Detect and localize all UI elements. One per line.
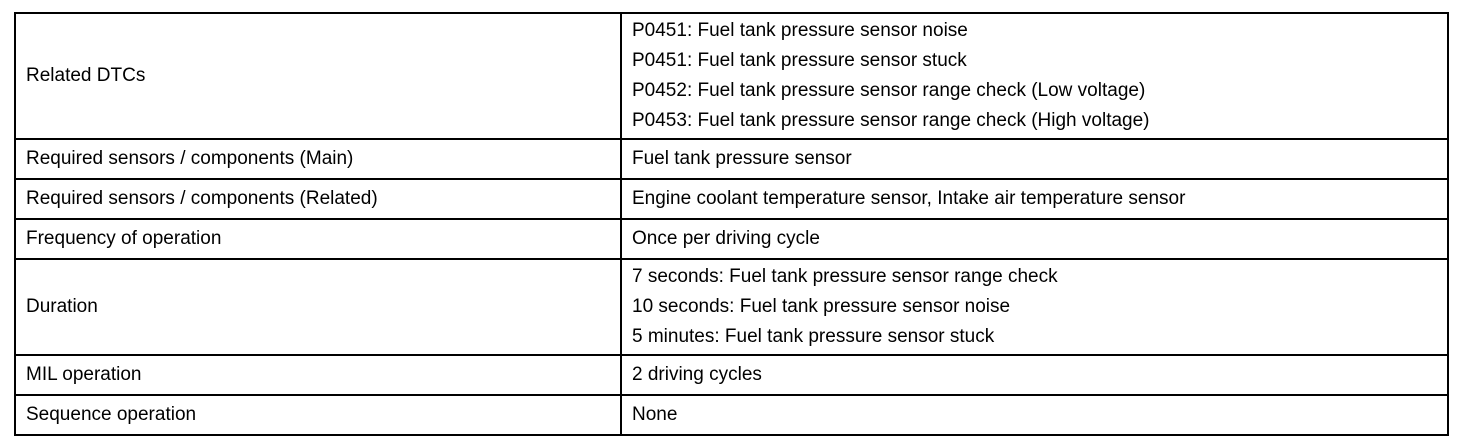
- table-row: [15, 259, 1448, 355]
- row-label: Required sensors / components (Main): [15, 139, 621, 179]
- value-line: Fuel tank pressure sensor: [632, 148, 852, 169]
- row-value: [621, 219, 1448, 259]
- value-line: 5 minutes: Fuel tank pressure sensor stuck: [632, 326, 995, 347]
- row-value: [621, 13, 1448, 139]
- value-line: P0452: Fuel tank pressure sensor range check (Low voltage): [632, 80, 1146, 101]
- monitor-spec-table: [14, 12, 1449, 436]
- row-label: Related DTCs: [15, 13, 621, 139]
- value-line: P0451: Fuel tank pressure sensor noise: [632, 20, 968, 41]
- row-label: Sequence operation: [15, 395, 621, 435]
- table-row: [15, 219, 1448, 259]
- value-line: P0451: Fuel tank pressure sensor stuck: [632, 50, 967, 71]
- table-row: [15, 139, 1448, 179]
- table-row: [15, 355, 1448, 395]
- row-value: [621, 179, 1448, 219]
- row-label: MIL operation: [15, 355, 621, 395]
- row-value: [621, 259, 1448, 355]
- row-label: Duration: [15, 259, 621, 355]
- table-row: [15, 13, 1448, 139]
- value-line: None: [632, 404, 678, 425]
- row-label: Required sensors / components (Related): [15, 179, 621, 219]
- row-value: [621, 139, 1448, 179]
- value-line: P0453: Fuel tank pressure sensor range check (High voltage): [632, 110, 1150, 131]
- value-line: Once per driving cycle: [632, 228, 820, 249]
- value-line: 2 driving cycles: [632, 364, 762, 385]
- value-line: 7 seconds: Fuel tank pressure sensor range check: [632, 266, 1058, 287]
- value-line: Engine coolant temperature sensor, Intake air temperature sensor: [632, 188, 1186, 209]
- row-label: Frequency of operation: [15, 219, 621, 259]
- row-value: [621, 395, 1448, 435]
- value-line: 10 seconds: Fuel tank pressure sensor noise: [632, 296, 1011, 317]
- row-value: [621, 355, 1448, 395]
- table-row: [15, 395, 1448, 435]
- table-row: [15, 179, 1448, 219]
